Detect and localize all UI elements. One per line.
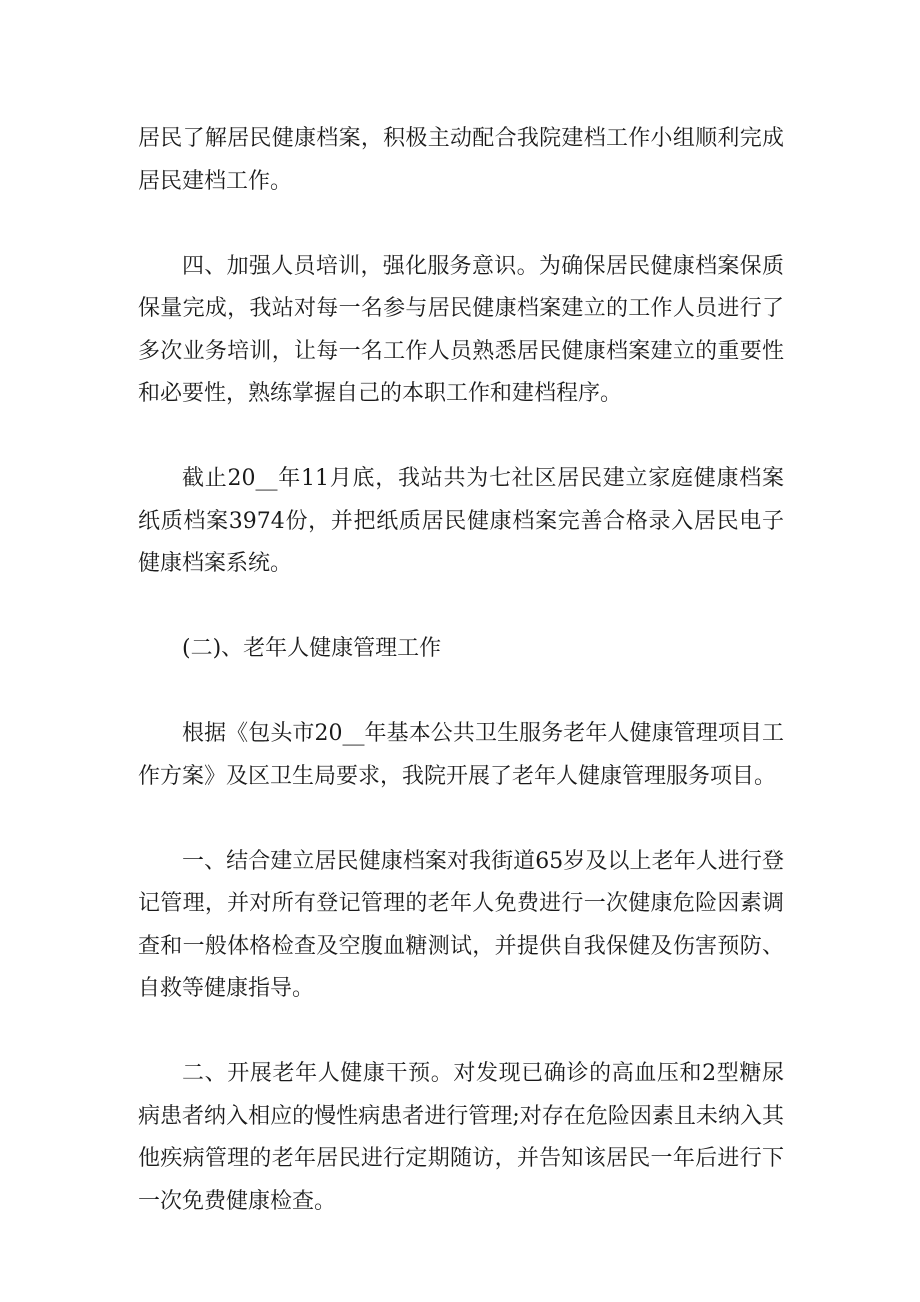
paragraph-health-intervention: 二、开展老年人健康干预。对发现已确诊的高血压和2型糖尿病患者纳入相应的慢性病患者进行管理;对存在危险因素且未纳入其他疾病管理的老年居民进行定期随访，并告知该居民一年后进行下一次免费健康检查。 (138, 1061, 784, 1214)
paragraph-project-basis: 根据《包头市20__年基本公共卫生服务老年人健康管理项目工作方案》及区卫生局要求，我院开展了老年人健康管理服务项目。 (138, 721, 784, 789)
paragraph-staff-training: 四、加强人员培训，强化服务意识。为确保居民健康档案保质保量完成，我站对每一名参与居民健康档案建立的工作人员进行了多次业务培训，让每一名工作人员熟悉居民健康档案建立的重要性和必要性，熟练掌握自己的本职工作和建档程序。 (138, 253, 784, 406)
paragraph-archive-count: 截止20__年11月底，我站共为七社区居民建立家庭健康档案纸质档案3974份，并把纸质居民健康档案完善合格录入居民电子健康档案系统。 (138, 466, 784, 576)
section-heading-elderly-health: (二)、老年人健康管理工作 (182, 636, 442, 661)
paragraph-continuation: 居民了解居民健康档案，积极主动配合我院建档工作小组顺利完成居民建档工作。 (138, 126, 784, 194)
document-body (138, 118, 784, 1223)
paragraph-registration-management: 一、结合建立居民健康档案对我街道65岁及以上老年人进行登记管理，并对所有登记管理的老年人免费进行一次健康危险因素调查和一般体格检查及空腹血糖测试，并提供自我保健及伤害预防、自救等健康指导。 (138, 848, 784, 1001)
